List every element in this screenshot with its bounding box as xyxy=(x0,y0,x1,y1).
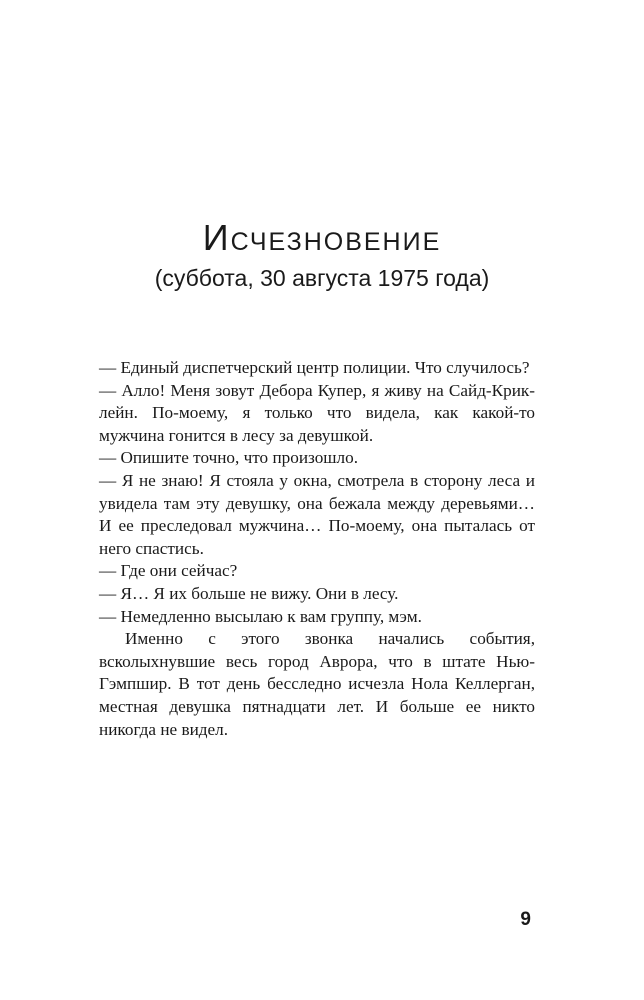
dialogue-line: — Опишите точно, что произошло. xyxy=(99,448,359,468)
chapter-subtitle: (суббота, 30 августа 1975 года) xyxy=(154,265,490,291)
chapter-title: Исчезновение xyxy=(202,217,442,258)
dialogue-line: — Алло! Меня зовут Дебора Купер, я живу на Сайд-Крик-лейн. По-моему, я только что видела, как какой-то мужчина гонится в лесу за девушкой. xyxy=(99,380,535,445)
dialogue-line: — Я не знаю! Я стояла у окна, смотрела в сторону леса и увидела там эту девушку, она бежала между деревьями… И ее преследовал мужчина… По-моему, она пыталась от него спастись. xyxy=(99,470,535,558)
narrative-paragraph: Именно с этого звонка начались события, всколыхнувшие весь город Аврора, что в штате Нью-Гэмпшир. В тот день бесследно исчезла Нола Келлерган, местная девушка пятнадцати лет. И больше ее никто никогда не видел. xyxy=(99,629,535,739)
page-number: 9 xyxy=(520,909,531,930)
dialogue-line: — Немедленно высылаю к вам группу, мэм. xyxy=(99,606,422,626)
body-text xyxy=(99,357,535,741)
dialogue-line: — Единый диспетчерский центр полиции. Что случилось? xyxy=(99,358,530,377)
dialogue-line: — Где они сейчас? xyxy=(99,561,238,581)
dialogue-line: — Я… Я их больше не вижу. Они в лесу. xyxy=(99,583,399,603)
